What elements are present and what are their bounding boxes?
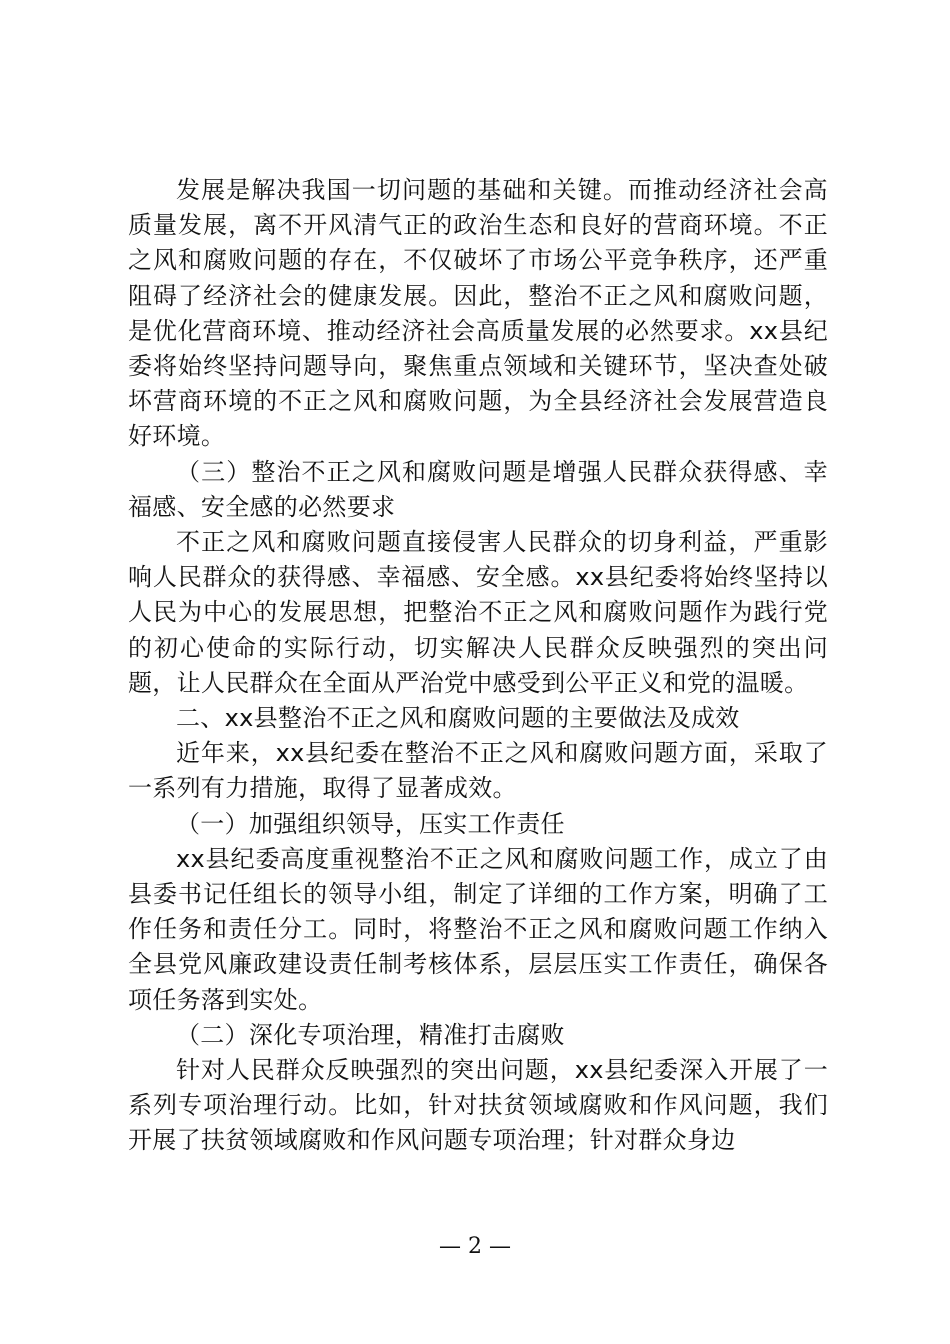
heading-part-2: 二、xx县整治不正之风和腐败问题的主要做法及成效 bbox=[176, 704, 740, 733]
paragraph-people-interests: 不正之风和腐败问题直接侵害人民群众的切身利益，严重影响人民群众的获得感、幸福感、安全感。xx县纪委将始终坚持以人民为中心的发展思想，把整治不正之风和腐败问题作为践行党的初心使命的实际行动，切实解决人民群众反映强烈的突出问题，让人民群众在全面从严治党中感受到公平正义和党的温暖。 bbox=[128, 528, 828, 697]
paragraph-organization-leadership: xx县纪委高度重视整治不正之风和腐败问题工作，成立了由县委书记任组长的领导小组，制定了详细的工作方案，明确了工作任务和责任分工。同时，将整治不正之风和腐败问题工作纳入全县党风廉政建设责任制考核体系，层层压实工作责任，确保各项任务落到实处。 bbox=[128, 844, 828, 1014]
heading-subsection-2: （二）深化专项治理，精准打击腐败 bbox=[176, 1020, 565, 1049]
page-number: — 2 — bbox=[439, 1234, 511, 1259]
paragraph-special-governance: 针对人民群众反映强烈的突出问题，xx县纪委深入开展了一系列专项治理行动。比如，针对扶贫领域腐败和作风问题，我们开展了扶贫领域腐败和作风问题专项治理；针对群众身边 bbox=[128, 1056, 828, 1155]
heading-subsection-1: （一）加强组织领导，压实工作责任 bbox=[176, 809, 565, 838]
body-text bbox=[128, 173, 828, 1159]
paragraph-development: 发展是解决我国一切问题的基础和关键。而推动经济社会高质量发展，离不开风清气正的政治生态和良好的营商环境。不正之风和腐败问题的存在，不仅破坏了市场公平竞争秩序，还严重阻碍了经济社会的健康发展。因此，整治不正之风和腐败问题，是优化营商环境、推动经济社会高质量发展的必然要求。xx县纪委将始终坚持问题导向，聚焦重点领域和关键环节，坚决查处破坏营商环境的不正之风和腐败问题，为全县经济社会发展营造良好环境。 bbox=[128, 176, 828, 451]
heading-section-3: （三）整治不正之风和腐败问题是增强人民群众获得感、幸福感、安全感的必然要求 bbox=[128, 457, 828, 521]
paragraph-recent-years: 近年来，xx县纪委在整治不正之风和腐败问题方面，采取了一系列有力措施，取得了显著成效。 bbox=[128, 739, 828, 803]
